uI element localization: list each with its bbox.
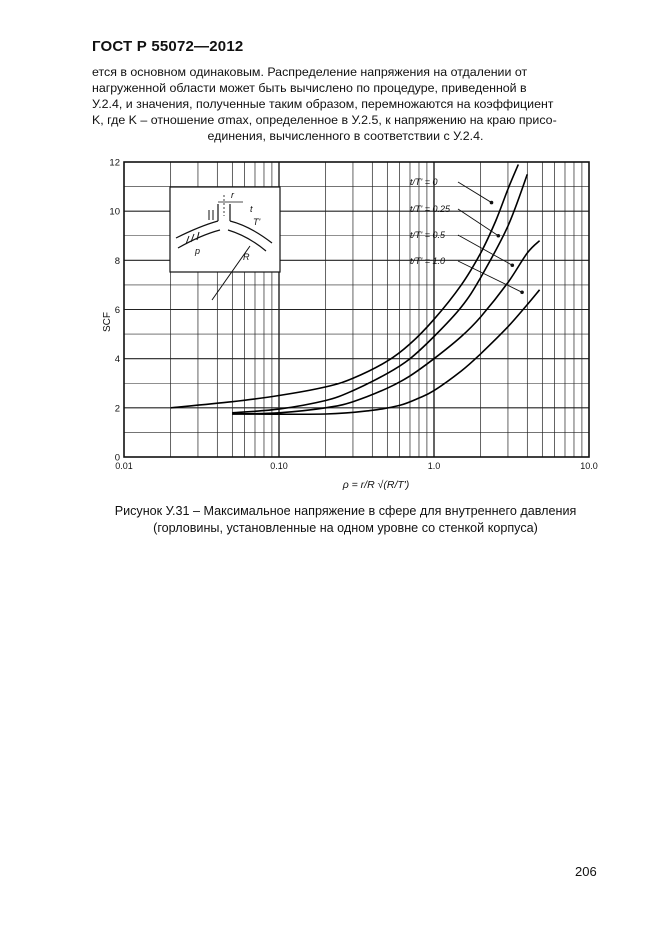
body-paragraph: [92, 64, 599, 144]
document-header: ГОСТ Р 55072—2012: [92, 38, 244, 55]
scf-chart: [100, 150, 620, 500]
leader-arrowhead: [497, 234, 501, 238]
paragraph-line: ется в основном одинаковым. Распределение напряжения на отдалении от: [92, 65, 528, 79]
inset-label-r: r: [231, 190, 234, 200]
x-axis-label: ρ = r/R √(R/T'): [342, 479, 410, 491]
paragraph-line: нагруженной области может быть вычислено по процедуре, приведенной в: [92, 81, 527, 95]
caption-line: Рисунок У.31 – Максимальное напряжение в сфере для внутреннего давления: [114, 504, 577, 518]
leader-arrowhead: [490, 201, 494, 205]
inset-frame: [170, 187, 280, 272]
y-tick-label: 2: [114, 403, 120, 415]
x-tick-label: 1.0: [427, 461, 441, 471]
y-tick-label: 0: [114, 452, 120, 464]
x-tick-label: 0.01: [115, 461, 133, 471]
leader-line: [458, 209, 498, 236]
figure-caption: [92, 503, 599, 537]
paragraph-line: У.2.4, и значения, полученные таким образом, перемножаются на коэффициент: [92, 97, 554, 111]
x-tick-label: 0.10: [270, 461, 288, 471]
paragraph-line: единения, вычисленного в соответствии с У.2.4.: [207, 129, 484, 143]
page-number: 206: [575, 864, 597, 879]
curve-label: t/T' = 0.25: [410, 204, 450, 214]
leader-line: [458, 182, 492, 203]
label-leaders: [458, 182, 524, 294]
y-tick-label: 4: [114, 354, 120, 366]
y-tick-label: 8: [114, 255, 120, 267]
inset-label-p: p: [195, 246, 201, 256]
curve-labels: [410, 177, 451, 266]
x-tick-label: 10.0: [580, 461, 598, 471]
inset-label-R: R: [243, 252, 250, 262]
leader-arrowhead: [510, 263, 514, 267]
inset-label-T: T': [253, 217, 261, 227]
paragraph-line: K, где K – отношение σmax, определенное в У.2.5, к напряжению на краю присо-: [92, 113, 557, 127]
y-axis-label: SCF: [102, 312, 113, 332]
inset-label-t: t: [250, 204, 253, 214]
inset-diagram: [170, 187, 280, 300]
curve-label: t/T' = 0: [410, 177, 438, 187]
caption-line: (горловины, установленные на одном уровне со стенкой корпуса): [153, 521, 538, 535]
scf-figure: [100, 150, 620, 500]
y-tick-label: 6: [114, 305, 120, 316]
y-tick-label: 10: [109, 206, 120, 218]
y-tick-label: 12: [109, 157, 120, 169]
leader-arrowhead: [520, 290, 524, 294]
curve-label: t/T' = 1.0: [410, 256, 445, 266]
curve-label: t/T' = 0.5: [410, 230, 445, 240]
